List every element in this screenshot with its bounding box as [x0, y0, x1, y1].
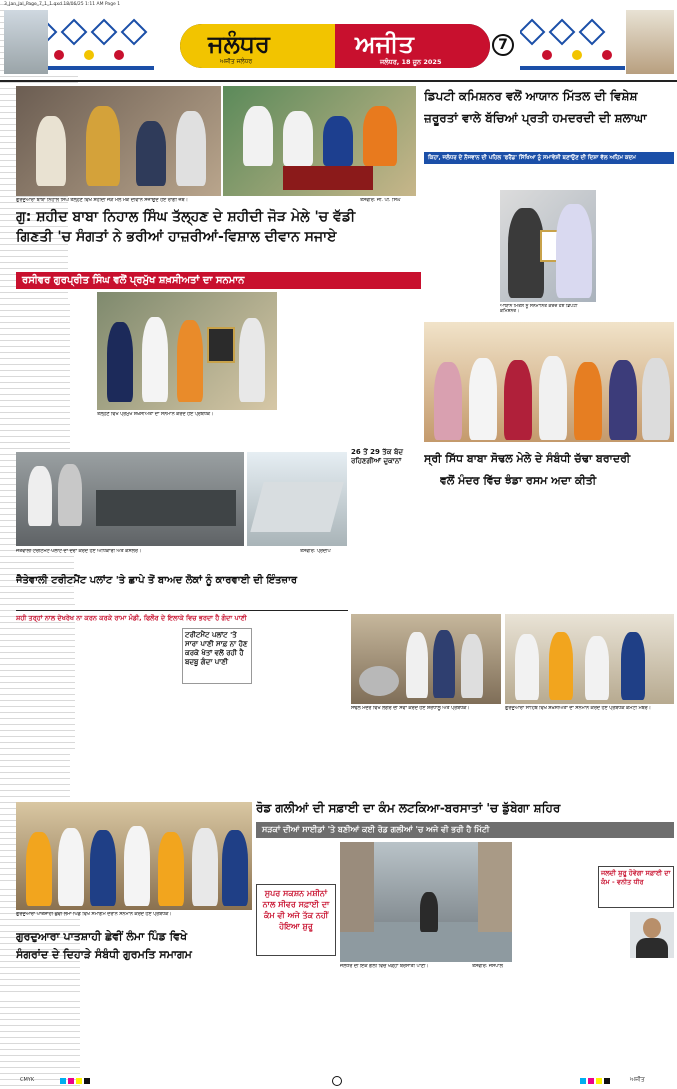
story1-photo-left [16, 86, 221, 196]
story6-box-left [256, 884, 336, 956]
masthead-date: ਜਲੰਧਰ, 18 ਜੂਨ 2025 [380, 58, 442, 66]
story7-photo [16, 802, 252, 910]
story4-pull-quote [182, 628, 252, 684]
story4-photo-credit: ਤਸਵੀਰ: ਪ੍ਰਦੀਪ [300, 549, 331, 554]
story5-caption-left: ਸੋਢਲ ਮੰਦਰ ਵਿਖੇ ਲੰਗਰ ਦੀ ਸੇਵਾ ਕਰਦੇ ਹੋਏ ਸ਼ਰਧਾਲੂ ਅਤੇ ਪ੍ਰਬੰਧਕ। [351, 706, 470, 711]
masthead-tower-photo [626, 10, 674, 74]
footer-color-bar [0, 1074, 677, 1088]
story2-headline-line2: ਜ਼ਰੂਰਤਾਂ ਵਾਲੇ ਬੱਚਿਆਂ ਪ੍ਰਤੀ ਹਮਦਰਦੀ ਦੀ ਸ਼ਲਾਘਾ [424, 111, 647, 125]
story1-headline-line1: ਗੁ: ਸ਼ਹੀਦ ਬਾਬਾ ਨਿਹਾਲ ਸਿੰਘ ਤੱਲ੍ਹਣ ਦੇ ਸ਼ਹੀਦੀ ਜੋੜ ਮੇਲੇ 'ਚ ਵੱਡੀ [16, 209, 356, 225]
story3-side-box: 26 ਤੋਂ 29 ਤੱਕ ਬੰਦ ਰਹਿਣਗੀਆਂ ਦੁਕਾਨਾਂ [351, 448, 403, 465]
story6-box-right [598, 866, 674, 908]
story6-photo [340, 842, 512, 962]
story2-photo-caption: ਆਯਾਨ ਮਿੱਤਲ ਨੂੰ ਸਨਮਾਨਿਤ ਕਰਦੇ ਹੋਏ ਡਿਪਟੀ ਕਮਿਸ਼ਨਰ। [500, 304, 578, 314]
story5-caption-right: ਗੁਰਦੁਆਰਾ ਸਾਹਿਬ ਵਿਖੇ ਸ਼ਖ਼ਸੀਅਤਾਂ ਦਾ ਸਨਮਾਨ ਕਰਦੇ ਹੋਏ ਪ੍ਰਬੰਧਕ ਕਮੇਟੀ ਮੈਂਬਰ। [505, 706, 651, 711]
story6-grey-band [256, 822, 674, 838]
page-number: 7 [492, 34, 514, 56]
masthead-title-left: ਜਲੰਧਰ [208, 30, 270, 58]
story3-headline-line2: ਵਲੋਂ ਮੰਦਰ ਵਿੱਚ ਝੰਡਾ ਰਸਮ ਅਦਾ ਕੀਤੀ [440, 474, 597, 487]
story3-headline-line1: ਸ੍ਰੀ ਸਿੱਧ ਬਾਬਾ ਸੋਢਲ ਮੇਲੇ ਦੇ ਸੰਬੰਧੀ ਚੱਢਾ ਬਰਾਦਰੀ [424, 452, 631, 465]
story4-photo-left [16, 452, 244, 546]
story4-photo-caption: ਜੈਤੇਵਾਲੀ ਟਰੀਟਮੈਂਟ ਪਲਾਂਟ ਦਾ ਦੌਰਾ ਕਰਦੇ ਹੋਏ ਅਧਿਕਾਰੀ ਅਤੇ ਕੌਂਸਲਰ। [16, 549, 142, 554]
story6-band-text: ਸੜਕਾਂ ਦੀਆਂ ਸਾਈਡਾਂ 'ਤੇ ਬਣੀਆਂ ਕਈ ਰੋਡ ਗਲੀਆਂ 'ਚ ਅਜੇ ਵੀ ਭਰੀ ਹੈ ਮਿੱਟੀ [262, 825, 490, 834]
story2-photo [500, 190, 596, 302]
file-strip: 3_Jan_Jal_Page_7_1_1.qxd 18/06/25 1:11 AM Page 1 [4, 2, 121, 7]
masthead-right-pattern [520, 10, 625, 74]
story6-photo-credit: ਤਸਵੀਰ: ਜਸਪਾਲ [472, 964, 503, 969]
masthead-title-right: ਅਜੀਤ [355, 30, 414, 58]
registration-mark [332, 1076, 342, 1086]
story1-headline-line2: ਗਿਣਤੀ 'ਚ ਸੰਗਤਾਂ ਨੇ ਭਰੀਆਂ ਹਾਜ਼ਰੀਆਂ-ਵਿਸ਼ਾਲ ਦੀਵਾਨ ਸਜਾਏ [16, 229, 337, 245]
story7-headline-line2: ਸੰਗਰਾਂਦ ਦੇ ਦਿਹਾੜੇ ਸੰਬੰਧੀ ਗੁਰਮਤਿ ਸਮਾਗਮ [16, 948, 192, 961]
masthead [0, 8, 677, 86]
story7-photo-caption: ਗੁਰਦੁਆਰਾ ਪਾਤਸ਼ਾਹੀ ਛੇਵੀਂ ਲੰਮਾ ਪਿੰਡ ਵਿਖੇ ਸਮਾਗਮ ਦੌਰਾਨ ਸਨਮਾਨ ਕਰਦੇ ਹੋਏ ਪ੍ਰਬੰਧਕ। [16, 912, 172, 917]
story1-photo-caption: ਗੁਰਦੁਆਰਾ ਬਾਬਾ ਨਿਹਾਲ ਸਿੰਘ ਤੱਲ੍ਹਣ ਵਿਖੇ ਸ਼ਹੀਦੀ ਜੋੜ ਮੇਲੇ ਮੌਕੇ ਦੀਵਾਨ ਸਜਾਉਂਦੇ ਹੋਏ ਰਾਗੀ ਜਥੇ। [16, 198, 188, 203]
story1-photo-right [223, 86, 416, 196]
story5-photo-left [351, 614, 501, 704]
footer-cmyk-label: CMYK [20, 1077, 35, 1083]
story5-photo-right [505, 614, 674, 704]
story6-headline: ਰੋਡ ਗਲੀਆਂ ਦੀ ਸਫ਼ਾਈ ਦਾ ਕੰਮ ਲਟਕਿਆ-ਬਰਸਾਤਾਂ 'ਚ ਡੁੱਬੇਗਾ ਸ਼ਹਿਰ [256, 801, 561, 815]
masthead-sub-left: ਅਜੀਤ ਜਲੰਧਰ [220, 58, 253, 65]
story2-headline-line1: ਡਿਪਟੀ ਕਮਿਸ਼ਨਰ ਵਲੋਂ ਆਯਾਨ ਮਿੱਤਲ ਦੀ ਵਿਸ਼ੇਸ਼ [424, 89, 638, 103]
story4-pull-quote-text: ਟਰੀਟਮੈਂਟ ਪਲਾਂਟ 'ਤੇ ਸਾਰਾ ਪਾਣੀ ਸਾਫ਼ ਨਾ ਹੋਣ ਕਰਕੇ ਖੇਤਾਂ ਵਲੋਂ ਰਹੀ ਹੈ ਬਦਬੂ ਗੰਦਾ ਪਾਣੀ [185, 631, 248, 666]
story4-headline: ਜੈਤੇਵਾਲੀ ਟਰੀਟਮੈਂਟ ਪਲਾਂਟ 'ਤੇ ਛਾਪੇ ਤੋਂ ਬਾਅਦ ਲੋਕਾਂ ਨੂੰ ਕਾਰਵਾਈ ਦੀ ਇੰਤਜ਼ਾਰ [16, 575, 298, 586]
story6-portrait [630, 912, 674, 958]
story2-band-text: ਕਿਹਾ, ਜਲੰਧਰ ਦੇ ਨੌਜਵਾਨ ਦੀ ਪਹਿਲ 'ਫਰੈਂਡ' ਸਿੱਖਿਆ ਨੂੰ ਸਮਾਵੇਸ਼ੀ ਬਣਾਉਣ ਦੀ ਦਿਸ਼ਾ ਵੱਲ ਅਹਿਮ ਕਦਮ [428, 154, 636, 161]
story1-subhead: ਰਸੀਵਰ ਗੁਰਪ੍ਰੀਤ ਸਿੰਘ ਵਲੋਂ ਪ੍ਰਮੁੱਖ ਸ਼ਖ਼ਸੀਅਤਾਂ ਦਾ ਸਨਮਾਨ [22, 275, 245, 286]
story7-headline-line1: ਗੁਰਦੁਆਰਾ ਪਾਤਸ਼ਾਹੀ ਛੇਵੀਂ ਲੰਮਾ ਪਿੰਡ ਵਿਖੇ [16, 930, 188, 943]
masthead-building-photo [4, 10, 48, 74]
masthead-banner [180, 24, 490, 68]
story1-subhead-band [16, 272, 421, 289]
story3-photo [424, 322, 674, 442]
story4-photo-right [247, 452, 347, 546]
story6-box-left-text: ਸੁਪਰ ਸਕਸ਼ਨ ਮਸ਼ੀਨਾਂ ਨਾਲ ਸੀਵਰ ਸਫ਼ਾਈ ਦਾ ਕੰਮ ਵੀ ਅਜੇ ਤੱਕ ਨਹੀਂ ਹੋਇਆ ਸ਼ੁਰੂ [262, 889, 330, 931]
story1-inset-photo [97, 292, 277, 410]
story6-box-right-text: ਜਲਦੀ ਸ਼ੁਰੂ ਹੋਵੇਗਾ ਸਫ਼ਾਈ ਦਾ ਕੰਮ - ਵਨੀਤ ਧੀਰ [601, 869, 671, 886]
story6-photo-caption: ਜਲੰਧਰ ਦੀ ਇਕ ਗਲੀ ਵਿਚ ਖੜ੍ਹਾ ਬਰਸਾਤੀ ਪਾਣੀ। [340, 964, 429, 969]
story2-blue-band [424, 152, 674, 164]
story1-photo-credit: ਤਸਵੀਰ: ਜੀ. ਪੀ. ਸਿੰਘ [360, 198, 401, 203]
footer-brand: ਅਜੀਤ [630, 1076, 645, 1083]
story1-inset-caption: ਤੱਲ੍ਹਣ ਵਿਖੇ ਪ੍ਰਮੁੱਖ ਸ਼ਖ਼ਸੀਅਤਾਂ ਦਾ ਸਨਮਾਨ ਕਰਦੇ ਹੋਏ ਪ੍ਰਬੰਧਕ। [97, 412, 214, 417]
story4-subhead: ਸ਼ਹੀ ਤਰ੍ਹਾਂ ਨਾਲ ਦੇਖਰੇਖ ਨਾ ਕਰਨ ਕਰਕੇ ਰਾਮਾ ਮੰਡੀ, ਫਿਲੌਰ ਦੇ ਇਲਾਕੇ ਵਿਚ ਭਰਦਾ ਹੈ ਗੰਦਾ ਪਾਣੀ [16, 614, 247, 622]
story1-body-col3 [0, 300, 70, 450]
